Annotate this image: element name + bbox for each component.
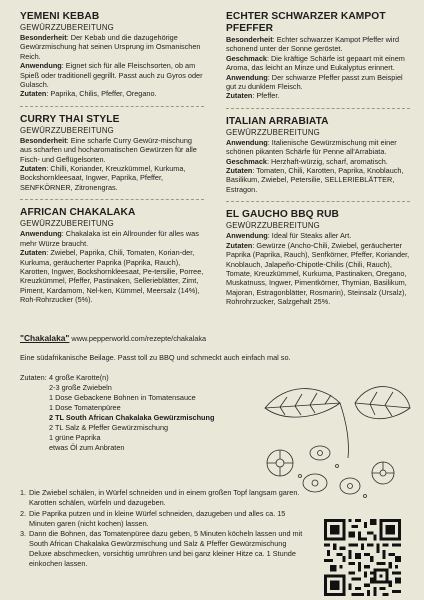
spice-card-kampot-pfeffer bbox=[226, 11, 410, 101]
spice-card-african-chakalaka bbox=[20, 207, 204, 304]
card-subtitle: GEWÜRZZUBEREITUNG bbox=[226, 127, 320, 137]
chakalaka-recipe bbox=[20, 333, 410, 568]
card-title: CURRY THAI STYLE bbox=[20, 113, 120, 125]
ingredient-item: 1 grüne Paprika bbox=[49, 433, 101, 442]
card-line: Besonderheit: Eine scharfe Curry Gewürz-mischung aus scharfen und hocharomatischen Gewürzen für alle Fisch- und Geflügelsorten. bbox=[20, 135, 197, 164]
qr-code-icon[interactable] bbox=[324, 519, 401, 596]
leaf-illustration-icon bbox=[245, 378, 415, 508]
recipe-step: 2. Die Paprika putzen und in kleine Würfel schneiden, dazugeben und alles ca. 15 Minuten garen (nicht kochen) lassen. bbox=[20, 508, 286, 528]
recipe-source-url: www.pepperworld.com/rezepte/chakalaka bbox=[69, 334, 207, 343]
divider bbox=[226, 201, 410, 202]
recipe-step: 3. Dann die Bohnen, das Tomatenpüree dazu geben, 5 Minuten köcheln lassen und mit South African Chakalaka Gewürzmischung und Salz & Pfeffer Gewürzmischung Deluxe abschmecken, vorsichtig umrühren und bei ganz kleiner Hitze ca. 1 Stunde einkochen lassen. bbox=[20, 529, 303, 568]
recipe-intro: Eine südafrikanische Beilage. Passt toll zu BBQ und schmeckt auch einfach mal so. bbox=[20, 353, 291, 362]
ingredient-item: 2 TL Salz & Pfeffer Gewürzmischung bbox=[49, 423, 169, 432]
pepper-slices-illustration-icon bbox=[267, 446, 394, 498]
card-line: Anwendung: Italienische Gewürzmischung mit einer schönen pikanten Schärfe für Penne all'Arrabiata. bbox=[226, 137, 397, 157]
recipe-heading bbox=[20, 333, 410, 344]
card-subtitle: GEWÜRZZUBEREITUNG bbox=[20, 219, 114, 229]
ingredient-item: 2 TL South African Chakalaka Gewürzmischung bbox=[49, 413, 215, 422]
divider bbox=[20, 199, 204, 200]
divider bbox=[20, 106, 204, 107]
card-title: ECHTER SCHWARZER KAMPOT PFEFFER bbox=[226, 11, 386, 34]
card-line: Zutaten: Gewürze (Ancho-Chili, Zwiebel, geräucherter Paprika (Paprika, Rauch), Senfkörner, Pfeffer, Koriander, Knoblauch, Jalapeño-Chipotle-Chilis (Chili, Rauch), Tomate, Kreuzkümmel, Kurkuma, Pastinaken, Oregano, Muskatnuss, Ingwer, Pimentkörner, Thymian, Basilikum, Majoran, Estragonblätter, Rosmarin), Steinsalz (Ursalz), Rohrohrzucker, Salzgehalt 25%. bbox=[226, 240, 410, 307]
divider bbox=[226, 108, 410, 109]
ingredient-item: etwas Öl zum Anbraten bbox=[49, 443, 125, 452]
card-title: YEMENI KEBAB bbox=[20, 11, 100, 22]
card-line: Geschmack: Herzhaft-würzig, scharf, aromatisch. bbox=[226, 156, 388, 166]
card-line: Zutaten: Paprika, Chilis, Pfeffer, Oregano. bbox=[20, 89, 157, 99]
card-line: Zutaten: Chilli, Koriander, Kreuzkümmel, Kurkuma, Bockshornkleesaat, Ingwer, Paprika, Pfeffer, SENFKÖRNER, Zitronengras. bbox=[20, 164, 186, 192]
card-line: Zutaten: Tomaten, Chili, Karotten, Paprika, Knoblauch, Basilikum, Zwiebel, Petersilie, SELLERIEBLÄTTER, Estragon. bbox=[226, 166, 404, 194]
card-subtitle: GEWÜRZZUBEREITUNG bbox=[20, 23, 114, 32]
spice-cards-grid bbox=[20, 11, 410, 307]
ingredient-item: 2-3 große Zwiebeln bbox=[49, 383, 112, 392]
card-line: Anwendung: Ideal für Steaks aller Art. bbox=[226, 231, 352, 241]
card-line: Anwendung: Chakalaka ist ein Allrounder für alles was mehr Würze braucht. bbox=[20, 229, 199, 248]
card-title: ITALIAN ARRABIATA bbox=[226, 115, 329, 127]
right-column bbox=[226, 11, 410, 307]
recipe-step: 1. Die Zwiebel schälen, in Würfel schneiden und in einem großen Topf langsam garen. Karotten schälen, würfeln und dazugeben. bbox=[20, 488, 300, 507]
ingredients-label: Zutaten: bbox=[20, 373, 47, 382]
card-line: Anwendung: Eignet sich für alle Fleischsorten, ob am Spieß oder traditionell gegrillt. Passt auch zu Gyros oder Gulasch. bbox=[20, 61, 203, 90]
spice-card-italian-arrabiata bbox=[226, 116, 410, 194]
ingredient-item: 1 Dose Tomatenpüree bbox=[49, 403, 121, 412]
card-subtitle: GEWÜRZZUBEREITUNG bbox=[20, 125, 114, 135]
card-line: Anwendung: Der schwarze Pfeffer passt zum Beispiel gut zu dunklem Fleisch. bbox=[226, 72, 403, 92]
ingredient-item: 4 große Karotte(n) bbox=[49, 373, 109, 382]
card-line: Zutaten: Pfeffer. bbox=[226, 91, 280, 101]
spice-card-yemeni-kebab bbox=[20, 11, 204, 99]
ingredients-list bbox=[20, 373, 260, 453]
card-subtitle: GEWÜRZZUBEREITUNG bbox=[226, 221, 320, 231]
spice-card-el-gaucho bbox=[226, 209, 410, 306]
card-line: Besonderheit: Echter schwarzer Kampot Pfeffer wird schonend unter der Sonne geröstet. bbox=[226, 35, 400, 54]
spice-card-curry-thai bbox=[20, 114, 204, 192]
card-line: Besonderheit: Der Kebab und die dazugehörige Gewürzmischung hat seinen Ursprung im Osmanischen Reich. bbox=[20, 33, 201, 61]
recipe-title: "Chakalaka" bbox=[20, 333, 70, 343]
card-title: EL GAUCHO BBQ RUB bbox=[226, 209, 340, 221]
card-line: Zutaten: Zwiebel, Paprika, Chili, Tomaten, Korian-der, Kurkuma, geräucherter Paprika (Paprika, Rauch), Karotten, Ingwer, Bockshornkleesaat, Pe-tersilie, Porree, Kreuzkümmel, Pfeffer, Pastinaken, Sellerieblätter, Zimt, Piment, Kardamom, Nel-ken, Kümmel, Meersalz (14%), Roh-Rohrzucker (5%). bbox=[20, 248, 204, 305]
card-line: Geschmack: Die kräftige Schärfe ist gepaart mit einem Aroma, das leicht an Minze und Eukalyptus erinnert. bbox=[226, 53, 405, 73]
ingredient-item: 1 Dose Gebackene Bohnen in Tomatensauce bbox=[49, 393, 196, 402]
left-column bbox=[20, 11, 204, 307]
card-title: AFRICAN CHAKALAKA bbox=[20, 207, 136, 219]
